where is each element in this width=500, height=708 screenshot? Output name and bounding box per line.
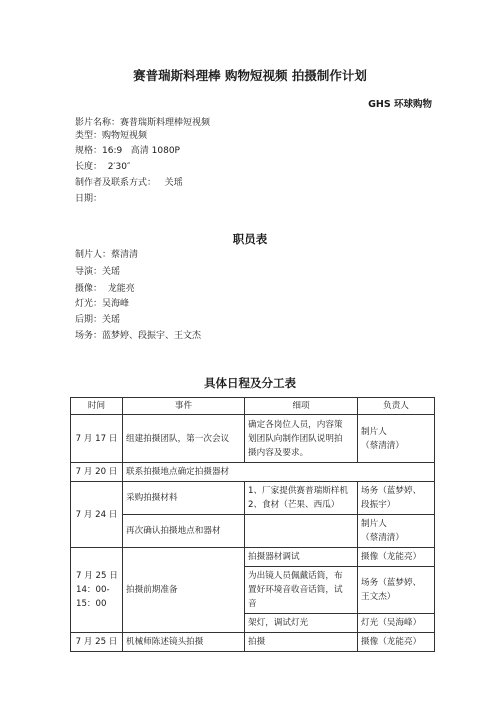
event-cell: 联系拍摄地点确定拍摄器材 [123, 463, 435, 482]
info-line-type: 类型：购物短视频 [75, 131, 148, 141]
schedule-table [70, 397, 435, 652]
company-name: GHS 环球购物 [368, 99, 432, 110]
owner-cell: 制片人 （蔡清清） [358, 415, 435, 463]
detail-cell [245, 515, 358, 548]
schedule-section-title: 具体日程及分工表 [204, 376, 296, 390]
staff-section-title: 职员表 [232, 232, 268, 246]
detail-cell: 为出镜人员佩戴话筒，布 置好环境音收音话筒，试 音 [245, 567, 358, 614]
info-line-length: 长度： 2′30″ [75, 162, 131, 172]
table-row [71, 548, 435, 567]
event-cell: 组建拍摄团队，第一次会议 [123, 415, 245, 463]
staff-line-post: 后期：关瑶 [75, 315, 121, 325]
staff-line-crew: 场务：蓝梦婷、段振宇、王文杰 [75, 331, 202, 341]
header-event: 事件 [123, 398, 245, 415]
table-row [71, 515, 435, 548]
table-row [71, 415, 435, 463]
date-cell: 7 月 17 日 [71, 415, 123, 463]
owner-cell: 摄像（龙能亮） [358, 633, 435, 652]
table-row [71, 633, 435, 652]
date-cell: 7 月 25 日 [71, 633, 123, 652]
event-cell: 采购拍摄材料 [123, 482, 245, 515]
info-line-film-name: 影片名称：赛普瑞斯料理棒短视频 [75, 118, 211, 128]
date-cell: 7 月 20 日 [71, 463, 123, 482]
owner-cell: 摄像（龙能亮） [358, 548, 435, 567]
owner-cell: 场务（蓝梦婷、 王文杰） [358, 567, 435, 614]
document-title: 赛普瑞斯料理棒 购物短视频 拍摄制作计划 [133, 68, 367, 83]
owner-cell: 场务（蓝梦婷、 段振宇） [358, 482, 435, 515]
table-header-row [71, 398, 435, 415]
info-line-spec: 规格：16:9 高清 1080P [75, 146, 180, 156]
header-time: 时间 [71, 398, 123, 415]
detail-cell: 1、厂家提供赛普瑞斯样机 2、食材（芒果、西瓜） [245, 482, 358, 515]
event-cell: 拍摄前期准备 [123, 548, 245, 633]
date-cell: 7 月 25 日 14：00- 15：00 [71, 548, 123, 633]
date-cell: 7 月 24 日 [71, 482, 123, 548]
event-cell: 再次确认拍摄地点和器材 [123, 515, 245, 548]
owner-cell: 制片人 （蔡清清） [358, 515, 435, 548]
table-row [71, 463, 435, 482]
owner-cell: 灯光（吴海峰） [358, 614, 435, 633]
detail-cell: 拍摄 [245, 633, 358, 652]
info-line-producer: 制作者及联系方式： 关瑶 [75, 178, 183, 188]
staff-line-lighting: 灯光：吴海峰 [75, 299, 130, 309]
detail-cell: 确定各岗位人员，内容策 划团队向制作团队说明拍 摄内容及要求。 [245, 415, 358, 463]
header-detail: 细项 [245, 398, 358, 415]
header-owner: 负责人 [358, 398, 435, 415]
detail-cell: 架灯，调试灯光 [245, 614, 358, 633]
staff-line-director: 导演：关瑶 [75, 267, 121, 277]
staff-line-producer: 制片人：蔡清清 [75, 250, 139, 260]
table-row [71, 482, 435, 515]
event-cell: 机械师陈述镜头拍摄 [123, 633, 245, 652]
staff-line-camera: 摄像： 龙能亮 [75, 284, 135, 294]
detail-cell: 拍摄器材调试 [245, 548, 358, 567]
info-line-date: 日期： [75, 194, 103, 204]
